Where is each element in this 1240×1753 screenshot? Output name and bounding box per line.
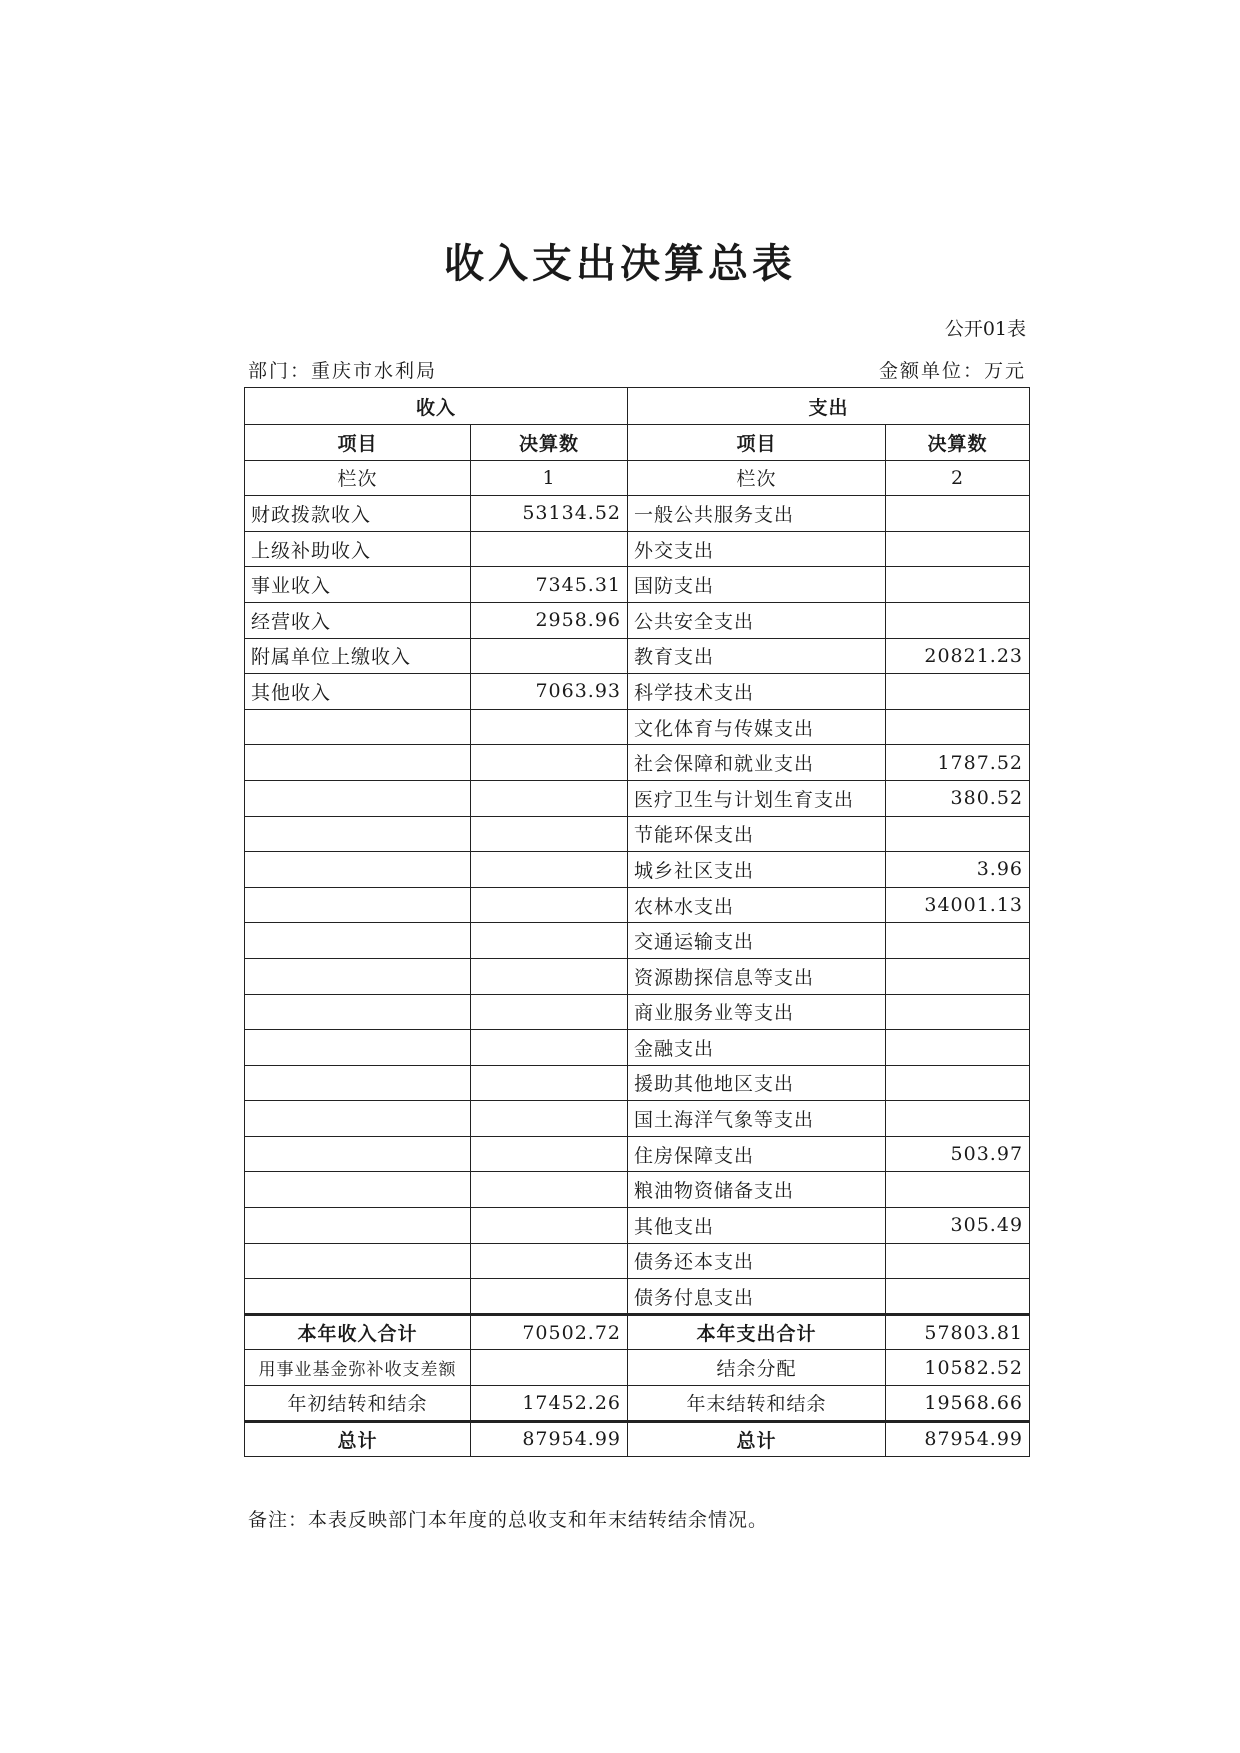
income-item-cell — [245, 852, 471, 888]
income-item-cell — [245, 1243, 471, 1279]
table-row — [245, 531, 1030, 567]
year-expense-value: 57803.81 — [886, 1314, 1030, 1350]
ending-balance-label: 年末结转和结余 — [628, 1386, 886, 1422]
grand-income-value: 87954.99 — [471, 1421, 628, 1457]
table-row — [245, 496, 1030, 532]
expense-amount-cell — [886, 1030, 1030, 1066]
table-row — [245, 1065, 1030, 1101]
expense-amount-cell — [886, 958, 1030, 994]
surplus-distribution-value: 10582.52 — [886, 1350, 1030, 1386]
income-item-cell — [245, 1136, 471, 1172]
table-row — [245, 1279, 1030, 1315]
expense-amount-cell — [886, 1243, 1030, 1279]
income-amount-cell — [471, 1030, 628, 1066]
income-item-cell — [245, 816, 471, 852]
income-amount-cell — [471, 1101, 628, 1137]
expense-amount-cell: 1787.52 — [886, 745, 1030, 781]
income-column-label: 栏次 — [245, 460, 471, 496]
income-amount-cell — [471, 531, 628, 567]
table-row — [245, 923, 1030, 959]
income-amount-cell — [471, 638, 628, 674]
section-header-row — [245, 388, 1030, 425]
expense-amount-cell — [886, 602, 1030, 638]
income-item-header: 项目 — [245, 425, 471, 461]
income-item-cell — [245, 1172, 471, 1208]
income-amount-cell: 2958.96 — [471, 602, 628, 638]
expense-item-cell: 粮油物资储备支出 — [628, 1172, 886, 1208]
expense-amount-cell: 34001.13 — [886, 887, 1030, 923]
income-item-cell — [245, 780, 471, 816]
income-section-header: 收入 — [245, 388, 628, 425]
income-amount-cell: 7345.31 — [471, 567, 628, 603]
income-amount-cell — [471, 1136, 628, 1172]
grand-income-label: 总计 — [245, 1421, 471, 1457]
year-income-label: 本年收入合计 — [245, 1314, 471, 1350]
expense-column-number: 2 — [886, 460, 1030, 496]
income-column-number: 1 — [471, 460, 628, 496]
unit-label: 金额单位：万元 — [878, 360, 1026, 382]
table-row — [245, 638, 1030, 674]
expense-amount-cell: 380.52 — [886, 780, 1030, 816]
table-row — [245, 887, 1030, 923]
table-row — [245, 1136, 1030, 1172]
expense-item-cell: 国土海洋气象等支出 — [628, 1101, 886, 1137]
income-amount-cell — [471, 709, 628, 745]
grand-total-row — [245, 1421, 1030, 1457]
expense-amount-cell — [886, 1172, 1030, 1208]
expense-amount-cell — [886, 923, 1030, 959]
expense-amount-cell — [886, 567, 1030, 603]
table-row — [245, 1208, 1030, 1244]
income-amount-cell: 7063.93 — [471, 674, 628, 710]
expense-item-cell: 债务还本支出 — [628, 1243, 886, 1279]
income-amount-cell: 53134.52 — [471, 496, 628, 532]
table-row — [245, 1243, 1030, 1279]
income-item-cell — [245, 1065, 471, 1101]
income-item-cell — [245, 1208, 471, 1244]
expense-amount-cell — [886, 674, 1030, 710]
expense-item-cell: 资源勘探信息等支出 — [628, 958, 886, 994]
expense-item-header: 项目 — [628, 425, 886, 461]
expense-amount-cell — [886, 816, 1030, 852]
expense-item-cell: 城乡社区支出 — [628, 852, 886, 888]
ending-balance-value: 19568.66 — [886, 1386, 1030, 1422]
income-amount-cell — [471, 994, 628, 1030]
table-row — [245, 816, 1030, 852]
expense-amount-cell: 503.97 — [886, 1136, 1030, 1172]
column-index-row — [245, 460, 1030, 496]
income-amount-cell — [471, 1279, 628, 1315]
income-amount-header: 决算数 — [471, 425, 628, 461]
income-item-cell — [245, 994, 471, 1030]
carryover-row — [245, 1386, 1030, 1422]
expense-item-cell: 医疗卫生与计划生育支出 — [628, 780, 886, 816]
table-row — [245, 994, 1030, 1030]
year-total-row — [245, 1314, 1030, 1350]
expense-section-header: 支出 — [628, 388, 1030, 425]
expense-item-cell: 其他支出 — [628, 1208, 886, 1244]
beginning-balance-label: 年初结转和结余 — [245, 1386, 471, 1422]
expense-amount-cell — [886, 994, 1030, 1030]
income-item-cell: 经营收入 — [245, 602, 471, 638]
beginning-balance-value: 17452.26 — [471, 1386, 628, 1422]
income-amount-cell — [471, 887, 628, 923]
expense-item-cell: 金融支出 — [628, 1030, 886, 1066]
expense-item-cell: 农林水支出 — [628, 887, 886, 923]
expense-amount-cell — [886, 709, 1030, 745]
form-number: 公开01表 — [944, 318, 1026, 340]
expense-amount-cell — [886, 1279, 1030, 1315]
expense-item-cell: 住房保障支出 — [628, 1136, 886, 1172]
grand-expense-label: 总计 — [628, 1421, 886, 1457]
expense-amount-cell — [886, 531, 1030, 567]
income-amount-cell — [471, 745, 628, 781]
income-item-cell — [245, 923, 471, 959]
table-row — [245, 567, 1030, 603]
expense-item-cell: 社会保障和就业支出 — [628, 745, 886, 781]
income-amount-cell — [471, 1065, 628, 1101]
income-amount-cell — [471, 852, 628, 888]
footnote: 备注：本表反映部门本年度的总收支和年末结转结余情况。 — [248, 1509, 769, 1531]
expense-item-cell: 交通运输支出 — [628, 923, 886, 959]
table-row — [245, 709, 1030, 745]
expense-item-cell: 外交支出 — [628, 531, 886, 567]
expense-item-cell: 文化体育与传媒支出 — [628, 709, 886, 745]
expense-item-cell: 国防支出 — [628, 567, 886, 603]
expense-item-cell: 节能环保支出 — [628, 816, 886, 852]
expense-amount-cell: 20821.23 — [886, 638, 1030, 674]
income-item-cell: 其他收入 — [245, 674, 471, 710]
expense-amount-header: 决算数 — [886, 425, 1030, 461]
surplus-distribution-label: 结余分配 — [628, 1350, 886, 1386]
income-amount-cell — [471, 958, 628, 994]
fund-row — [245, 1350, 1030, 1386]
expense-item-cell: 一般公共服务支出 — [628, 496, 886, 532]
table-row — [245, 1172, 1030, 1208]
expense-item-cell: 科学技术支出 — [628, 674, 886, 710]
income-amount-cell — [471, 816, 628, 852]
grand-expense-value: 87954.99 — [886, 1421, 1030, 1457]
income-amount-cell — [471, 1172, 628, 1208]
income-item-cell — [245, 887, 471, 923]
income-amount-cell — [471, 1208, 628, 1244]
income-item-cell — [245, 1101, 471, 1137]
page-title: 收入支出决算总表 — [444, 241, 796, 287]
income-item-cell — [245, 1279, 471, 1315]
expense-amount-cell — [886, 496, 1030, 532]
expense-item-cell: 商业服务业等支出 — [628, 994, 886, 1030]
income-item-cell: 上级补助收入 — [245, 531, 471, 567]
table-row — [245, 852, 1030, 888]
table-row — [245, 1030, 1030, 1066]
income-item-cell: 附属单位上缴收入 — [245, 638, 471, 674]
department-label: 部门：重庆市水利局 — [248, 360, 438, 382]
income-amount-cell — [471, 780, 628, 816]
expense-amount-cell — [886, 1065, 1030, 1101]
income-expense-table — [244, 387, 1030, 1457]
expense-amount-cell: 3.96 — [886, 852, 1030, 888]
income-item-cell — [245, 1030, 471, 1066]
fund-value — [471, 1350, 628, 1386]
year-expense-label: 本年支出合计 — [628, 1314, 886, 1350]
income-item-cell: 财政拨款收入 — [245, 496, 471, 532]
income-item-cell — [245, 745, 471, 781]
expense-item-cell: 公共安全支出 — [628, 602, 886, 638]
table-row — [245, 674, 1030, 710]
table-row — [245, 780, 1030, 816]
income-item-cell — [245, 709, 471, 745]
fund-label: 用事业基金弥补收支差额 — [245, 1350, 471, 1386]
income-item-cell: 事业收入 — [245, 567, 471, 603]
table-row — [245, 958, 1030, 994]
expense-column-label: 栏次 — [628, 460, 886, 496]
expense-amount-cell — [886, 1101, 1030, 1137]
expense-item-cell: 教育支出 — [628, 638, 886, 674]
year-income-value: 70502.72 — [471, 1314, 628, 1350]
table-row — [245, 1101, 1030, 1137]
expense-item-cell: 债务付息支出 — [628, 1279, 886, 1315]
expense-item-cell: 援助其他地区支出 — [628, 1065, 886, 1101]
table-row — [245, 745, 1030, 781]
income-item-cell — [245, 958, 471, 994]
column-header-row — [245, 425, 1030, 461]
expense-amount-cell: 305.49 — [886, 1208, 1030, 1244]
income-amount-cell — [471, 923, 628, 959]
income-amount-cell — [471, 1243, 628, 1279]
table-row — [245, 602, 1030, 638]
